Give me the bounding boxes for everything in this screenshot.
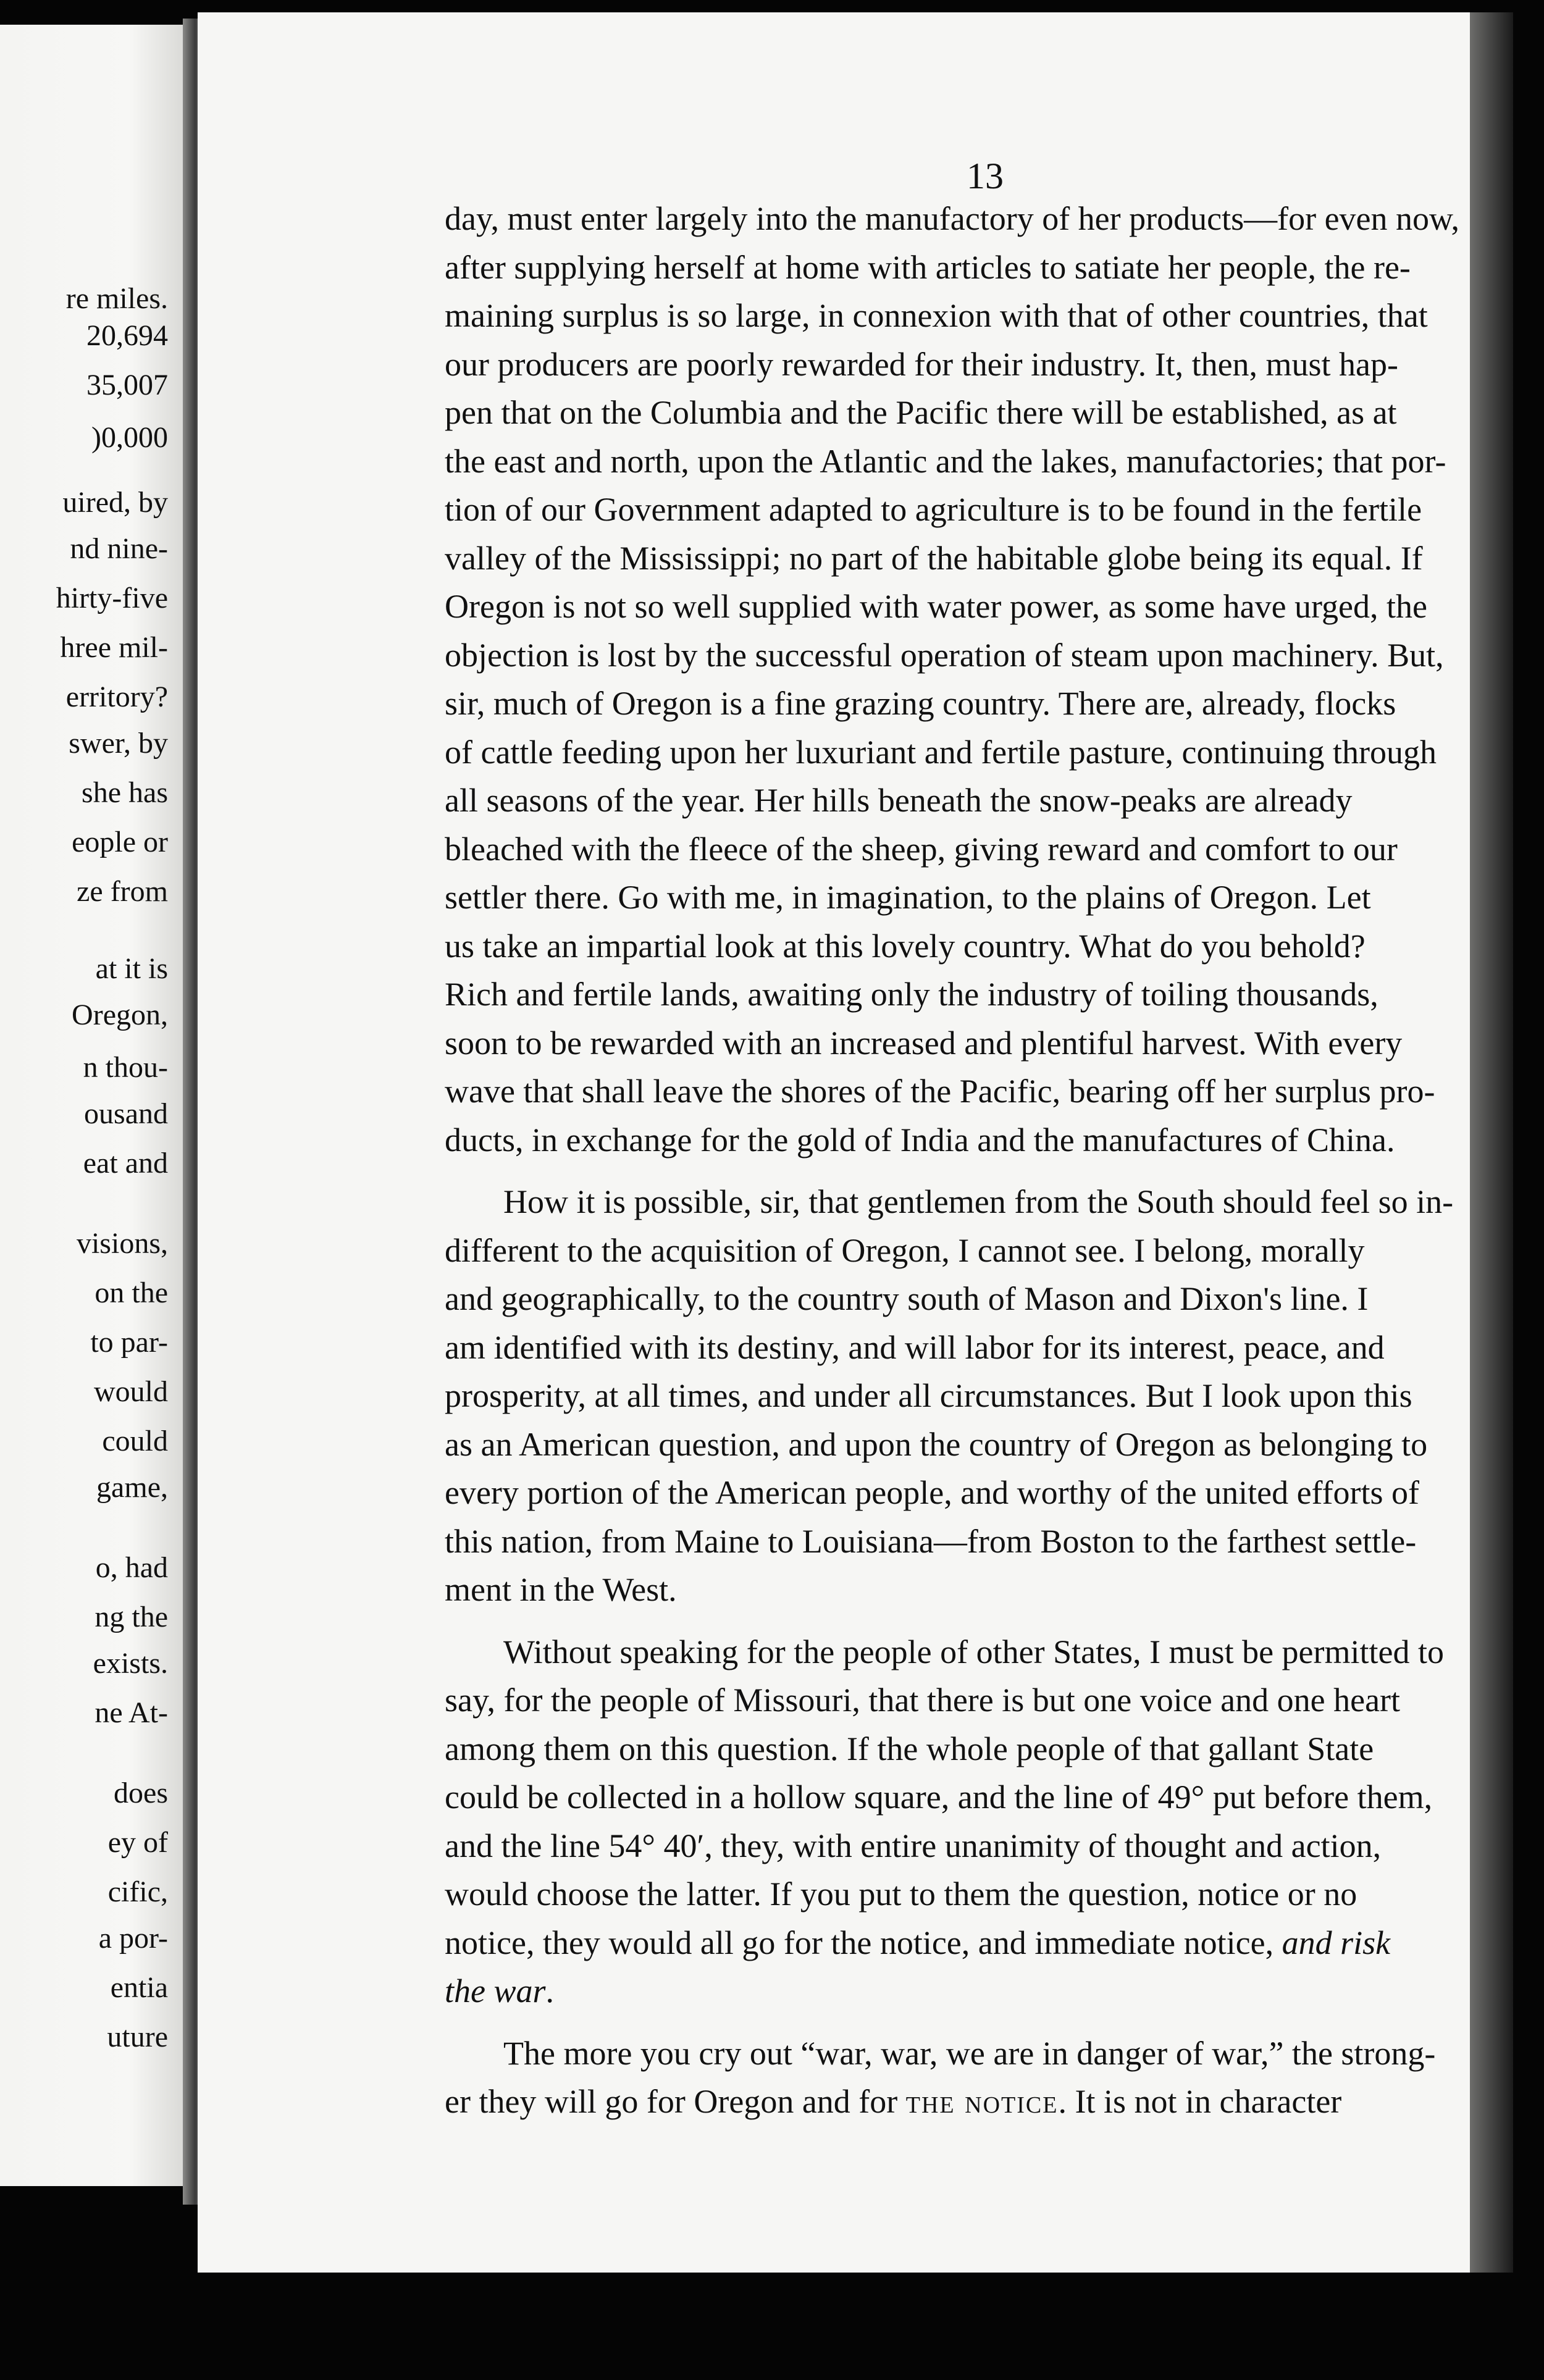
text-line: valley of the Mississippi; no part of the habitable globe being its equal. If [445, 539, 1423, 577]
text-line: would choose the latter. If you put to them the question, notice or no [445, 1875, 1357, 1913]
facing-page-line: does [114, 1777, 168, 1809]
text-line: wave that shall leave the shores of the Pacific, bearing off her surplus pro- [445, 1073, 1435, 1110]
facing-page-line: cific, [107, 1875, 168, 1908]
text-line: ducts, in exchange for the gold of India and the manufactures of China. [445, 1121, 1395, 1159]
text-run: . It is not in character [1058, 2083, 1342, 2120]
text-run: . [545, 1972, 555, 2009]
text-line: and geographically, to the country south of Mason and Dixon's line. I [445, 1280, 1369, 1317]
text-line: different to the acquisition of Oregon, I cannot see. I belong, morally [445, 1231, 1365, 1269]
italic-run: and risk [1282, 1924, 1391, 1961]
paragraph-gap [445, 2016, 1470, 2029]
text-line: after supplying herself at home with articles to satiate her people, the re- [445, 248, 1411, 286]
facing-page-line: she has [82, 776, 168, 809]
paragraph [445, 2029, 1470, 2126]
text-line: Rich and fertile lands, awaiting only the industry of toiling thousands, [445, 976, 1378, 1013]
text-line: How it is possible, sir, that gentlemen from the South should feel so in- [503, 1183, 1454, 1220]
text-line: ment in the West. [445, 1571, 677, 1608]
facing-page-line: would [94, 1375, 168, 1408]
text-line: The more you cry out “war, war, we are in danger of war,” the strong- [503, 2034, 1436, 2072]
facing-page-line: could [102, 1425, 168, 1457]
text-run: notice, they would all go for the notice, and immediate notice, [445, 1924, 1274, 1961]
paragraph [445, 1178, 1470, 1614]
facing-page-line: 20,694 [86, 319, 168, 352]
facing-page-line: entia [110, 1971, 168, 2004]
smallcaps-run: the notice [905, 2083, 1059, 2120]
text-line: sir, much of Oregon is a fine grazing country. There are, already, flocks [445, 685, 1396, 722]
facing-page-line: eople or [72, 826, 168, 858]
facing-page-line: game, [96, 1471, 168, 1504]
text-line: objection is lost by the successful operation of steam upon machinery. But, [445, 636, 1444, 674]
text-line: day, must enter largely into the manufactory of her products—for even now, [445, 200, 1459, 237]
facing-page-line: ze from [77, 875, 168, 908]
facing-page-line: exists. [93, 1647, 168, 1680]
facing-page-line: )0,000 [91, 421, 168, 454]
facing-page-line: n thou- [83, 1051, 168, 1084]
text-line: say, for the people of Missouri, that there is but one voice and one heart [445, 1682, 1401, 1719]
facing-page-line: re miles. [65, 282, 168, 315]
paragraph-gap [445, 1164, 1470, 1178]
text-line: prosperity, at all times, and under all circumstances. But I look upon this [445, 1377, 1412, 1414]
page-edge-shadow [1470, 12, 1513, 2273]
text-line: this nation, from Maine to Louisiana—from Boston to the farthest settle- [445, 1522, 1417, 1560]
text-line: every portion of the American people, and worthy of the united efforts of [445, 1474, 1420, 1511]
facing-page-line: ousand [84, 1097, 168, 1130]
page [198, 12, 1470, 2273]
facing-page-line: swer, by [69, 727, 168, 760]
facing-page-line: at it is [95, 952, 168, 985]
facing-page-line: hree mil- [60, 631, 168, 664]
italic-run: the war [445, 1972, 546, 2009]
paragraph [445, 195, 1470, 1164]
text-run: er they will go for Oregon and for [445, 2083, 898, 2120]
facing-page-line: ne At- [94, 1696, 168, 1729]
text-line: Oregon is not so well supplied with water power, as some have urged, the [445, 588, 1427, 625]
facing-page-line: ey of [107, 1826, 168, 1859]
text-line: the east and north, upon the Atlantic and the lakes, manufactories; that por- [445, 442, 1446, 480]
text-line: our producers are poorly rewarded for their industry. It, then, must hap- [445, 345, 1399, 383]
text-line [445, 1919, 1470, 1967]
text-line: tion of our Government adapted to agriculture is to be found in the fertile [445, 491, 1422, 528]
facing-page-line: visions, [76, 1227, 168, 1260]
text-line: settler there. Go with me, in imagination, to the plains of Oregon. Let [445, 879, 1371, 916]
facing-page-line: hirty-five [56, 582, 168, 614]
facing-page-line: to par- [90, 1326, 168, 1359]
text-line [445, 2077, 1470, 2126]
page-number: 13 [967, 156, 1004, 196]
text-line: and the line 54° 40′, they, with entire unanimity of thought and action, [445, 1827, 1382, 1864]
text-line: maining surplus is so large, in connexion with that of other countries, that [445, 297, 1428, 334]
text-line: as an American question, and upon the country of Oregon as belonging to [445, 1425, 1428, 1463]
facing-page-line: uired, by [62, 486, 168, 519]
page-body [445, 195, 1470, 2126]
facing-page-line: eat and [83, 1147, 168, 1180]
facing-page-line: nd nine- [70, 532, 168, 565]
facing-page-line: a por- [98, 1922, 168, 1955]
text-line: among them on this question. If the whole people of that gallant State [445, 1730, 1374, 1767]
facing-page-line: erritory? [65, 681, 168, 713]
text-line [445, 1967, 1470, 2016]
facing-page-line: 35,007 [86, 369, 168, 401]
text-line: of cattle feeding upon her luxuriant and fertile pasture, continuing through [445, 733, 1437, 771]
paragraph-gap [445, 1614, 1470, 1628]
text-line: soon to be rewarded with an increased and plentiful harvest. With every [445, 1024, 1403, 1062]
text-line: us take an impartial look at this lovely country. What do you behold? [445, 927, 1366, 965]
facing-page-line: o, had [95, 1551, 168, 1584]
facing-page-line: uture [107, 2021, 168, 2053]
facing-page-line: ng the [94, 1601, 168, 1633]
paragraph [445, 1628, 1470, 2016]
text-line: could be collected in a hollow square, and the line of 49° put before them, [445, 1779, 1433, 1816]
facing-page-line: on the [94, 1276, 168, 1309]
text-line: bleached with the fleece of the sheep, giving reward and comfort to our [445, 830, 1398, 868]
facing-page-fragment [0, 25, 185, 2186]
text-line: am identified with its destiny, and will labor for its interest, peace, and [445, 1328, 1385, 1366]
text-line: all seasons of the year. Her hills beneath the snow-peaks are already [445, 782, 1353, 819]
text-line: Without speaking for the people of other States, I must be permitted to [503, 1633, 1444, 1670]
facing-page-line: Oregon, [72, 999, 168, 1031]
text-line: pen that on the Columbia and the Pacific there will be established, as at [445, 394, 1397, 431]
